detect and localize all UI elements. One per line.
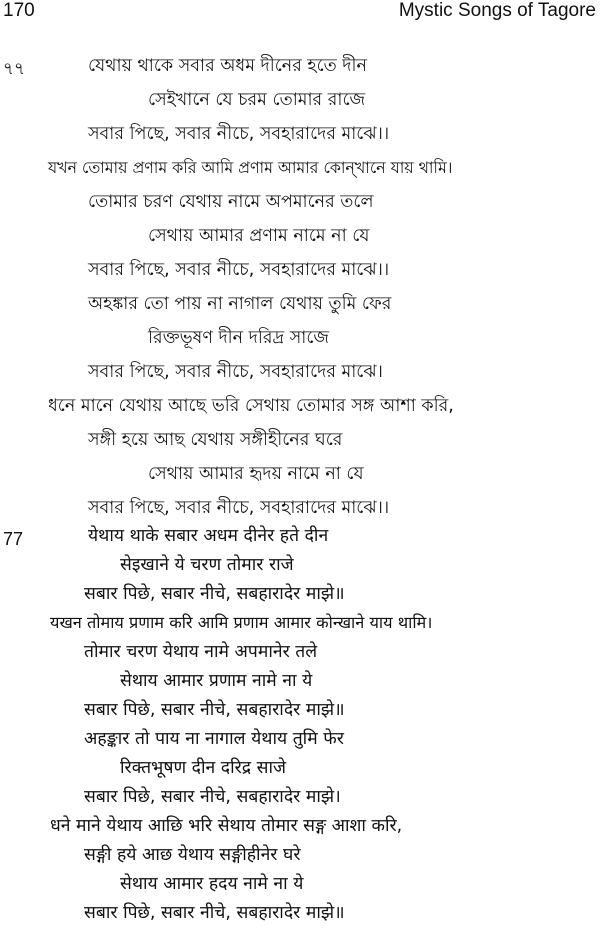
- poem-line: সেথায় আমার হৃদয় নামে না যে: [148, 464, 364, 484]
- poem-line: सेथाय आमार प्रणाम नामे ना ये: [120, 671, 313, 691]
- poem-line: सेइखाने ये चरण तोमार राजे: [120, 555, 294, 575]
- poem-line: যেথায় থাকে সবার অধম দীনের হতে দীন: [88, 56, 367, 76]
- poem-line: অহঙ্কার তো পায় না নাগাল যেথায় তুমি ফের: [88, 294, 392, 314]
- poem-line: सबार पिछे, सबार नीचे, सबहारादेर माझे॥: [84, 903, 345, 923]
- poem-line: সঙ্গী হয়ে আছ যেথায় সঙ্গীহীনের ঘরে: [88, 430, 343, 450]
- page-number: 170: [3, 0, 35, 21]
- poem-line: सेथाय आमार हदय नामे ना ये: [120, 874, 304, 894]
- poem-line: ধনে মানে যেথায় আছে ভরি সেথায় তোমার সঙ্গ আশা করি,: [48, 396, 454, 416]
- poem-line: अहङ्कार तो पाय ना नागाल येथाय तुमि फेर: [84, 729, 344, 749]
- poem-line: সবার পিছে, সবার নীচে, সবহারাদের মাঝে।: [88, 362, 383, 382]
- poem-line: सबार पिछे, सबार नीचे, सबहारादेर माझे।: [84, 787, 341, 807]
- poem-line: सङ्गी हये आछ येथाय सङ्गीहीनेर घरे: [84, 845, 301, 865]
- poem-line: धने माने येथाय आछि भरि सेथाय तोमार सङ्ग आशा करि,: [50, 816, 403, 836]
- poem-line: সবার পিছে, সবার নীচে, সবহারাদের মাঝে।।: [88, 260, 390, 280]
- poem-line: येथाय थाके सबार अधम दीनेर हते दीन: [88, 526, 329, 546]
- poem-line: यखन तोमाय प्रणाम करि आमि प्रणाम आमार कोन्खाने याय थामि।: [50, 613, 433, 632]
- poem-line: तोमार चरण येथाय नामे अपमानेर तले: [84, 642, 318, 662]
- poem-line: सबार पिछे, सबार नीचे, सबहारादेर माझे॥: [84, 700, 345, 720]
- poem-line: সবার পিছে, সবার নীচে, সবহারাদের মাঝে।।: [88, 498, 390, 518]
- poem-line: সেথায় আমার প্রণাম নামে না যে: [148, 226, 370, 246]
- poem-line: তোমার চরণ যেথায় নামে অপমানের তলে: [88, 192, 374, 212]
- poem-line: যখন তোমায় প্রণাম করি আমি প্রণাম আমার কোন্‌খানে যায় থামি।: [48, 158, 453, 177]
- poem-line: रिक्तभूषण दीन दरिद्र साजे: [120, 758, 286, 778]
- poem-line: सबार पिछे, सबार नीचे, सबहारादेर माझे॥: [84, 584, 345, 604]
- song-number: 77: [3, 529, 24, 549]
- poem-line: সবার পিছে, সবার নীচে, সবহারাদের মাঝে।।: [88, 124, 390, 144]
- song-number: ৭৭: [3, 59, 26, 79]
- poem-line: রিক্তভূষণ দীন দরিদ্র সাজে: [148, 328, 330, 348]
- running-head: Mystic Songs of Tagore: [398, 0, 596, 21]
- poem-line: সেইখানে যে চরম তোমার রাজে: [148, 90, 366, 110]
